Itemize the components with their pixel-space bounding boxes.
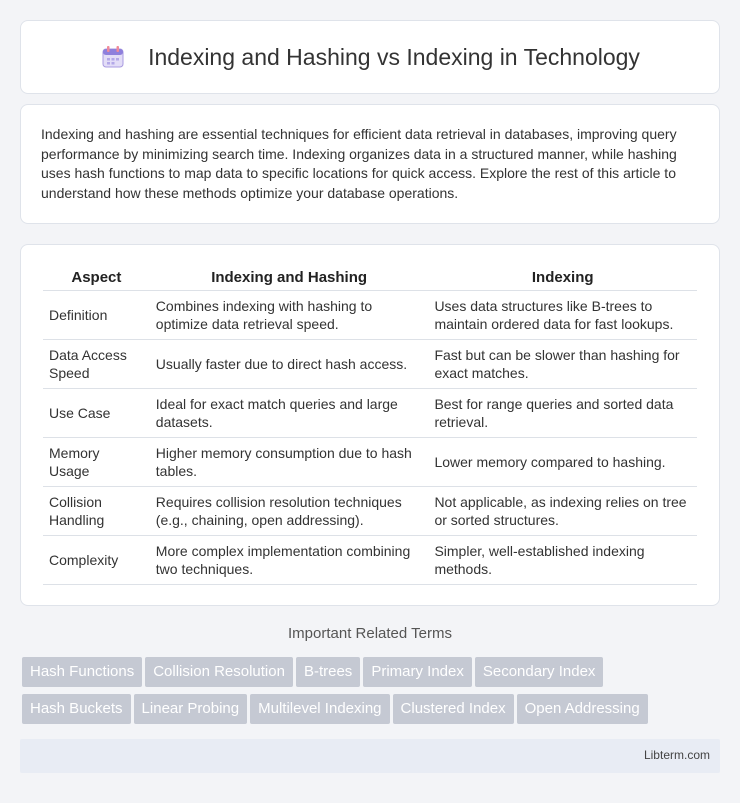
calendar-icon bbox=[100, 44, 126, 70]
aspect-cell: Use Case bbox=[43, 389, 150, 438]
indexing-hashing-cell: Higher memory consumption due to hash tables. bbox=[150, 438, 429, 487]
column-header: Indexing bbox=[428, 265, 697, 291]
indexing-hashing-cell: More complex implementation combining two techniques. bbox=[150, 536, 429, 585]
term-tag[interactable]: Linear Probing bbox=[134, 694, 248, 724]
indexing-hashing-cell: Requires collision resolution techniques (e.g., chaining, open addressing). bbox=[150, 487, 429, 536]
term-tag[interactable]: Open Addressing bbox=[517, 694, 648, 724]
comparison-card bbox=[20, 244, 720, 606]
intro-text: Indexing and hashing are essential techniques for efficient data retrieval in databases, improving query performance by minimizing search time. Indexing organizes data in a structured manner, while hashing uses hash functions to map data to specific locations for quick access. Explore the rest of this article to understand how these methods optimize your database operations. bbox=[41, 126, 677, 201]
indexing-cell: Simpler, well-established indexing methods. bbox=[428, 536, 697, 585]
aspect-cell: Definition bbox=[43, 291, 150, 340]
page-title: Indexing and Hashing vs Indexing in Technology bbox=[148, 43, 640, 70]
title-card bbox=[20, 20, 720, 94]
footer bbox=[20, 739, 720, 773]
term-tag[interactable]: Hash Functions bbox=[22, 657, 142, 687]
table-row bbox=[43, 291, 697, 340]
term-tag[interactable]: Clustered Index bbox=[393, 694, 514, 724]
term-tag[interactable]: Hash Buckets bbox=[22, 694, 131, 724]
indexing-cell: Best for range queries and sorted data retrieval. bbox=[428, 389, 697, 438]
indexing-hashing-cell: Ideal for exact match queries and large datasets. bbox=[150, 389, 429, 438]
column-header: Indexing and Hashing bbox=[150, 265, 429, 291]
indexing-hashing-cell: Combines indexing with hashing to optimize data retrieval speed. bbox=[150, 291, 429, 340]
table-header-row bbox=[43, 265, 697, 291]
term-tag[interactable]: B-trees bbox=[296, 657, 360, 687]
table-row bbox=[43, 389, 697, 438]
footer-brand[interactable]: Libterm.com bbox=[643, 748, 710, 762]
term-tag[interactable]: Collision Resolution bbox=[145, 657, 293, 687]
aspect-cell: Data Access Speed bbox=[43, 340, 150, 389]
term-tag[interactable]: Secondary Index bbox=[475, 657, 604, 687]
indexing-cell: Fast but can be slower than hashing for exact matches. bbox=[428, 340, 697, 389]
aspect-cell: Collision Handling bbox=[43, 487, 150, 536]
intro-card bbox=[20, 104, 720, 224]
term-tag[interactable]: Primary Index bbox=[363, 657, 472, 687]
aspect-cell: Memory Usage bbox=[43, 438, 150, 487]
comparison-table bbox=[43, 265, 697, 585]
indexing-cell: Uses data structures like B-trees to maintain ordered data for fast lookups. bbox=[428, 291, 697, 340]
table-row bbox=[43, 438, 697, 487]
column-header: Aspect bbox=[43, 265, 150, 291]
table-row bbox=[43, 487, 697, 536]
term-tag[interactable]: Multilevel Indexing bbox=[250, 694, 389, 724]
indexing-cell: Not applicable, as indexing relies on tree or sorted structures. bbox=[428, 487, 697, 536]
indexing-hashing-cell: Usually faster due to direct hash access. bbox=[150, 340, 429, 389]
related-terms-list bbox=[22, 657, 722, 731]
table-row bbox=[43, 340, 697, 389]
aspect-cell: Complexity bbox=[43, 536, 150, 585]
related-terms-title: Important Related Terms bbox=[288, 625, 452, 642]
indexing-cell: Lower memory compared to hashing. bbox=[428, 438, 697, 487]
table-row bbox=[43, 536, 697, 585]
